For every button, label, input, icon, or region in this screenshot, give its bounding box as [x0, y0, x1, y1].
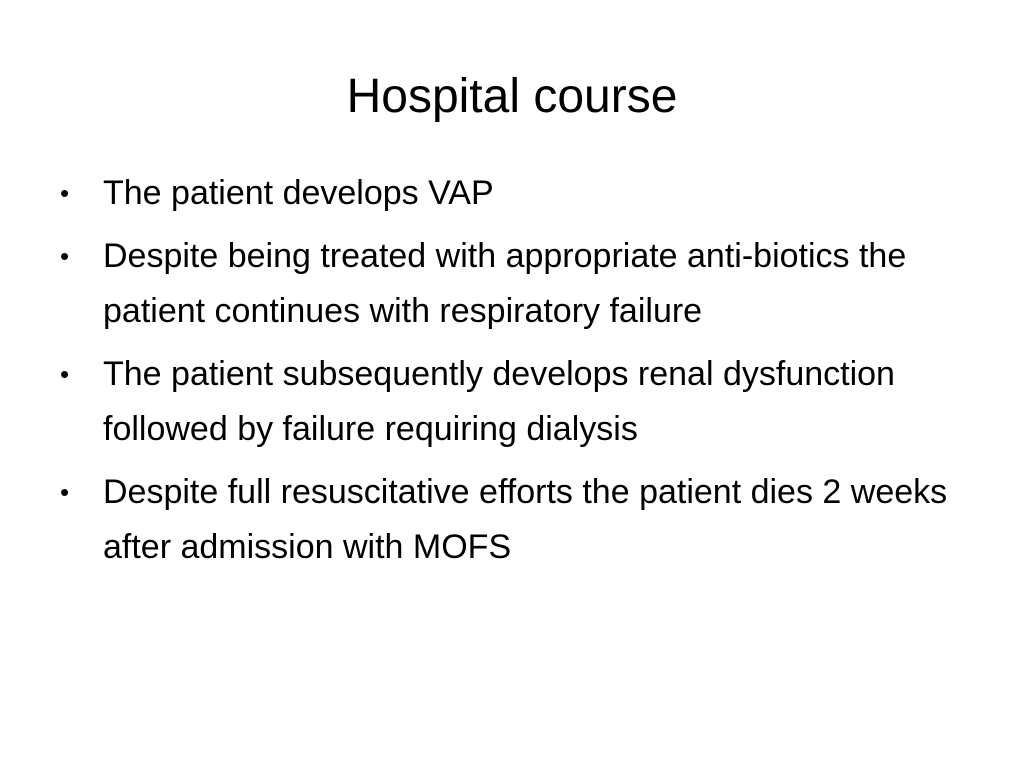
bullet-dot-icon: • [60, 178, 70, 208]
slide-title: Hospital course [346, 70, 678, 123]
bullet-dot-icon: • [60, 477, 70, 507]
bullet-item [58, 166, 958, 221]
bullet-item [58, 229, 958, 339]
bullet-text: The patient develops VAP [103, 174, 494, 212]
bullet-item [58, 465, 958, 575]
bullet-item [58, 347, 958, 457]
bullet-text: Despite full resuscitative efforts the patient dies 2 weeks after admission with MOFS [103, 473, 948, 566]
bullet-text: Despite being treated with appropriate anti-biotics the patient continues with respiratory failure [103, 237, 907, 330]
bullet-dot-icon: • [60, 359, 70, 389]
bullet-text: The patient subsequently develops renal dysfunction followed by failure requiring dialysis [103, 355, 895, 448]
bullet-dot-icon: • [60, 241, 70, 271]
bullet-list [58, 166, 958, 583]
